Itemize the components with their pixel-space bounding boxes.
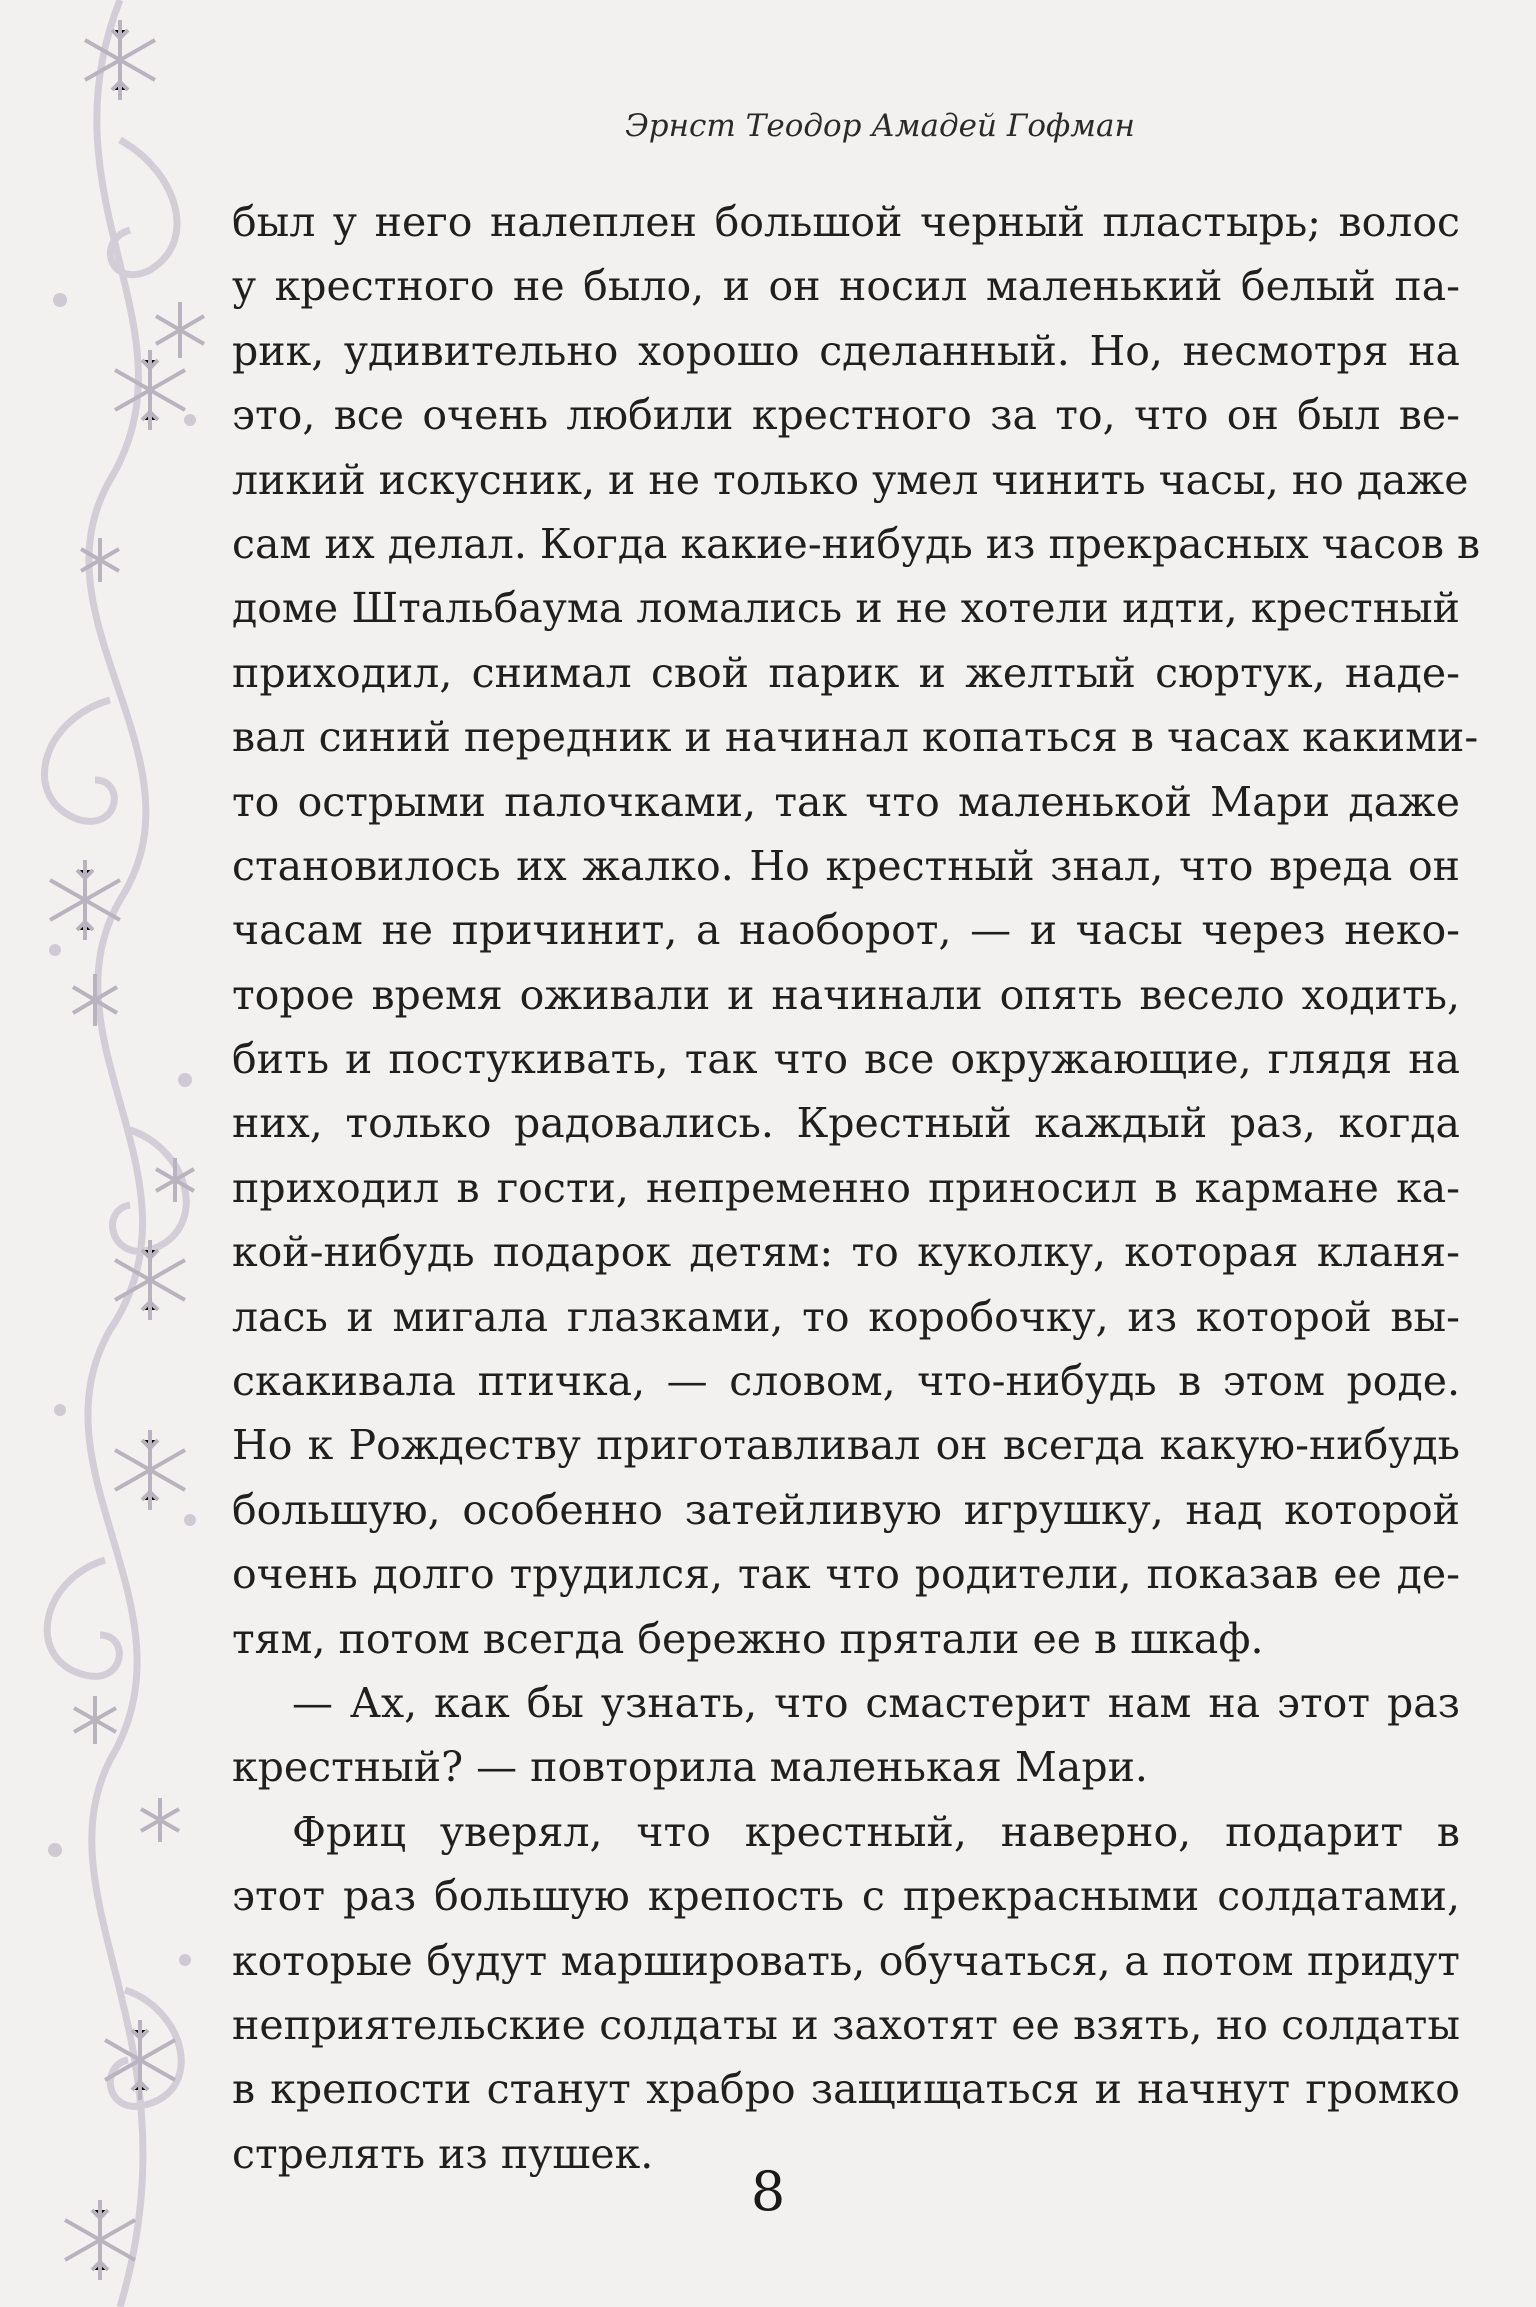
- dot: [184, 1514, 196, 1526]
- dot: [49, 944, 61, 956]
- text-line: ликий искусник, и не только умел чинить часы, но даже: [232, 455, 1469, 504]
- text-line: кой-нибудь подарок детям: то куколку, которая кланя-: [232, 1228, 1460, 1277]
- snowflake-icon: [73, 974, 117, 1026]
- dot: [184, 414, 196, 426]
- text-line: бить и постукивать, так что все окружающие, глядя на: [232, 1035, 1460, 1084]
- text-line: Фриц уверял, что крестный, наверно, подарит в: [292, 1807, 1460, 1856]
- text-line: то острыми палочками, так что маленькой Мари даже: [232, 777, 1460, 826]
- swirl-vine: [44, 0, 186, 2307]
- snowflakes: [50, 20, 204, 2280]
- text-line: — Ах, как бы узнать, что смастерит нам на этот раз: [292, 1678, 1460, 1727]
- text-line: тям, потом всегда бережно прятали ее в шкаф.: [232, 1614, 1264, 1663]
- text-line: это, все очень любили крестного за то, что он был ве-: [232, 391, 1460, 440]
- text-line: неприятельские солдаты и захотят ее взять, но солдаты: [232, 2000, 1460, 2049]
- snowflake-icon: [74, 1696, 116, 1744]
- snowflake-swirl-border: [0, 0, 240, 2307]
- text-line: этот раз большую крепость с прекрасными солдатами,: [232, 1872, 1460, 1921]
- text-line: них, только радовались. Крестный каждый раз, когда: [232, 1099, 1460, 1148]
- text-line: большую, особенно затейливую игрушку, над которой: [232, 1485, 1460, 1534]
- text-line: у крестного не было, и он носил маленький белый па-: [232, 262, 1460, 311]
- snowflake-icon: [105, 2020, 175, 2100]
- text-line: стрелять из пушек.: [232, 2129, 654, 2178]
- text-line: часам не причинит, а наоборот, — и часы через неко-: [232, 906, 1460, 955]
- text-line: очень долго трудился, так что родители, показав ее де-: [232, 1550, 1460, 1599]
- page-number: 8: [750, 2160, 786, 2223]
- text-line: крестный? — повторила маленькая Мари.: [232, 1743, 1148, 1792]
- text-line: приходил, снимал свой парик и желтый сюртук, наде-: [232, 648, 1460, 697]
- dot: [179, 1954, 191, 1966]
- snowflake-icon: [156, 302, 204, 358]
- body-text: [232, 190, 1481, 2186]
- text-line: доме Штальбаума ломались и не хотели идти, крестный: [232, 584, 1460, 633]
- dot: [53, 293, 67, 307]
- text-line: торое время оживали и начинали опять весело ходить,: [232, 970, 1460, 1019]
- dot: [54, 1404, 66, 1416]
- dot: [48, 1843, 62, 1857]
- text-line: рик, удивительно хорошо сделанный. Но, несмотря на: [232, 326, 1460, 375]
- running-header-author: Эрнст Теодор Амадей Гофман: [625, 108, 1135, 144]
- snowflake-icon: [115, 1430, 185, 1510]
- text-line: становилось их жалко. Но крестный знал, что вреда он: [232, 841, 1460, 890]
- text-line: которые будут маршировать, обучаться, а потом придут: [232, 1936, 1460, 1985]
- text-line: приходил в гости, непременно приносил в кармане ка-: [232, 1163, 1460, 1212]
- text-line: Но к Рождеству приготавливал он всегда какую-нибудь: [232, 1421, 1460, 1470]
- snowflake-icon: [115, 350, 185, 430]
- text-line: был у него налеплен большой черный пластырь; волос: [232, 198, 1460, 246]
- snowflake-icon: [141, 1798, 179, 1842]
- text-line: лась и мигала глазками, то коробочку, из которой вы-: [232, 1292, 1460, 1341]
- text-line: вал синий передник и начинал копаться в часах какими-: [232, 713, 1479, 762]
- text-line: сам их делал. Когда какие-нибудь из прекрасных часов в: [232, 519, 1481, 568]
- text-line: скакивала птичка, — словом, что-нибудь в этом роде.: [232, 1357, 1460, 1406]
- text-line: в крепости станут храбро защищаться и начнут громко: [232, 2065, 1460, 2114]
- dot: [178, 1073, 192, 1087]
